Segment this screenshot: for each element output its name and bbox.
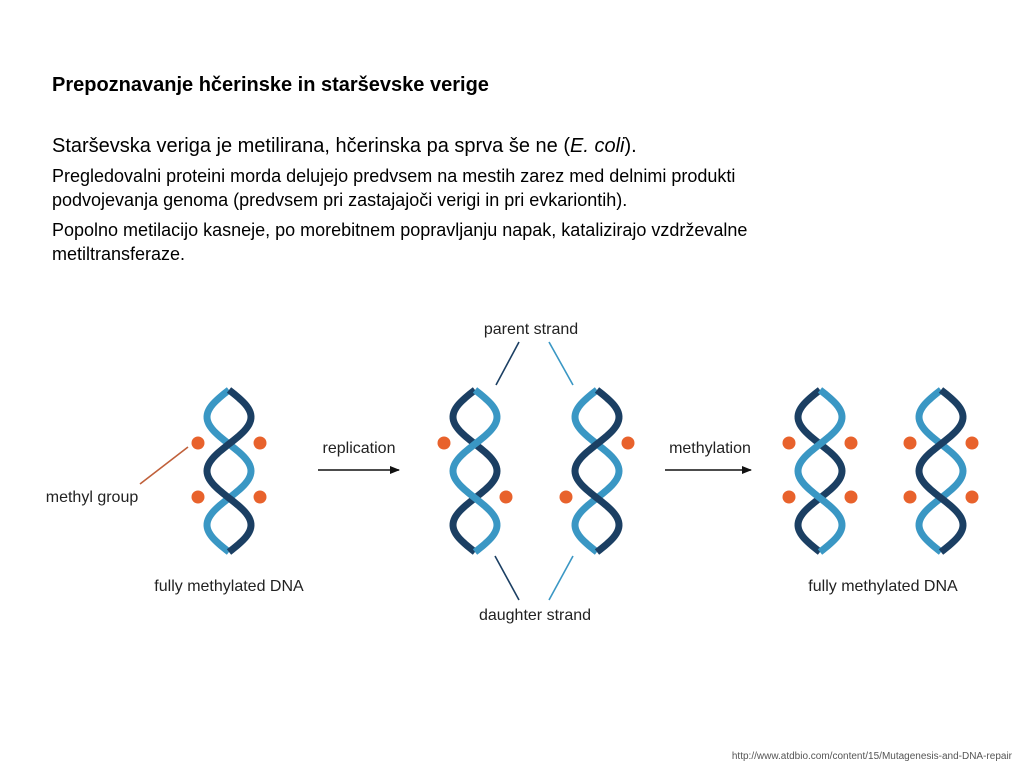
helix-methylated-right-strand-a (919, 390, 963, 552)
daughter-strand-label: daughter strand (478, 607, 592, 624)
paragraph-methylation (52, 218, 747, 266)
methyl-groups (192, 437, 979, 504)
paragraph-proofreading-line-2: podvojevanja genoma (predvsem pri zastajajoči verigi in pri evkariontih). (52, 190, 628, 210)
dna-helices (207, 390, 963, 552)
source-url: http://www.atdbio.com/content/15/Mutagenesis-and-DNA-repair (731, 751, 1012, 762)
daughter-strand-pointer-left (495, 556, 519, 600)
paragraph-methylation-line-2: metiltransferaze. (52, 244, 186, 264)
methyl-group-dot (254, 491, 267, 504)
fully-methylated-label-left: fully methylated DNA (154, 578, 304, 595)
methyl-group-dot (560, 491, 573, 504)
methyl-group-dot (904, 491, 917, 504)
methyl-group-dot (966, 437, 979, 450)
helix-daughter-left (453, 390, 497, 552)
helix-daughter-left-strand-a (453, 390, 497, 552)
methyl-group-pointer (140, 447, 188, 484)
methyl-group-dot (622, 437, 635, 450)
methyl-group-dot (192, 491, 205, 504)
parent-strand-pointer-right (549, 342, 573, 385)
methylation-label: methylation (669, 440, 751, 457)
parent-strand-label: parent strand (483, 321, 579, 338)
helix-methylated-right-strand-b (919, 390, 963, 552)
methyl-group-label: methyl group (45, 489, 139, 506)
helix-methylated-left-strand-b (798, 390, 842, 552)
helix-daughter-right-strand-a (575, 390, 619, 552)
fully-methylated-label-right: fully methylated DNA (808, 578, 958, 595)
helix-original-strand-a (207, 390, 251, 552)
paragraph-methylation-line-1: Popolno metilacijo kasneje, po morebitnem popravljanju napak, katalizirajo vzdrževalne (52, 220, 748, 240)
methyl-group-dot (904, 437, 917, 450)
helix-methylated-left-strand-a (798, 390, 842, 552)
methyl-group-dot (783, 437, 796, 450)
methyl-group-dot (254, 437, 267, 450)
helix-methylated-right (919, 390, 963, 552)
methyl-group-dot (966, 491, 979, 504)
methyl-group-dot (845, 437, 858, 450)
daughter-strand-pointer-right (549, 556, 573, 600)
helix-original (207, 390, 251, 552)
helix-daughter-right-strand-b (575, 390, 619, 552)
species-name: E. coli (570, 135, 625, 157)
helix-methylated-left (798, 390, 842, 552)
paragraph-proofreading-line-1: Pregledovalni proteini morda delujejo predvsem na mestih zarez med delnimi produkti (52, 166, 736, 186)
slide-title: Prepoznavanje hčerinske in starševske verige (52, 74, 489, 96)
methyl-group-dot (783, 491, 796, 504)
methyl-group-dot (438, 437, 451, 450)
helix-daughter-left-strand-b (453, 390, 497, 552)
dna-methylation-diagram (0, 310, 1024, 640)
replication-label: replication (322, 440, 396, 457)
paragraph-main-text: Starševska veriga je metilirana, hčerinska pa sprva še ne ( (52, 135, 571, 157)
helix-daughter-right (575, 390, 619, 552)
parent-strand-pointer-left (496, 342, 519, 385)
paragraph-main (52, 132, 637, 160)
paragraph-main-end: ). (624, 135, 637, 157)
paragraph-proofreading (52, 164, 735, 212)
methyl-group-dot (845, 491, 858, 504)
methyl-group-dot (500, 491, 513, 504)
methyl-group-dot (192, 437, 205, 450)
helix-original-strand-b (207, 390, 251, 552)
